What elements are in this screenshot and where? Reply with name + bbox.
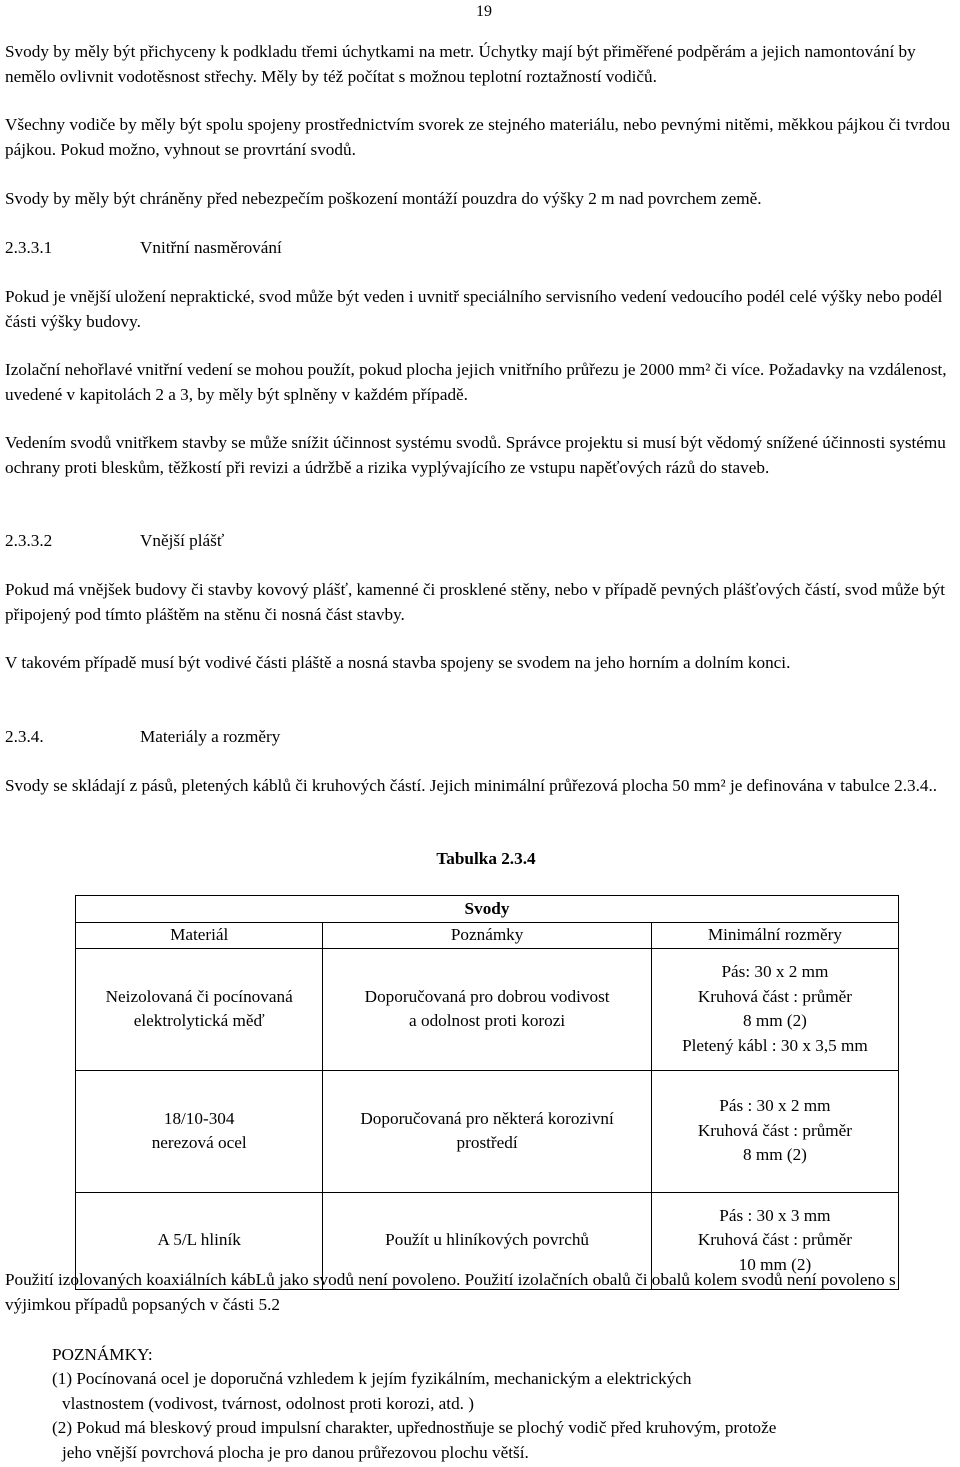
column-header-notes: Poznámky — [323, 923, 652, 949]
heading-2-3-3-2 — [5, 529, 224, 554]
heading-title: Vnější plášť — [140, 531, 225, 550]
note-1-line-1: (1) Pocínovaná ocel je doporučná vzhledem k jejím fyzikálním, mechanickým a elektrických — [52, 1369, 692, 1388]
cell-dimensions: Pás: 30 x 2 mm Kruhová část : průměr 8 mm (2) Pletený kábl : 30 x 3,5 mm — [651, 948, 898, 1070]
note-1-line-2: vlastnostem (vodivost, tvárnost, odolnost proti korozi, atd. ) — [62, 1393, 474, 1413]
note-1 — [52, 1367, 952, 1416]
table-title: Svody — [76, 896, 899, 923]
note-2-line-1: (2) Pokud má bleskový proud impulsní charakter, upřednostňuje se plochý vodič před kruhovým, protože — [52, 1418, 777, 1437]
heading-title: Materiály a rozměry — [140, 727, 281, 746]
note-2-line-2: jeho vnější povrchová plocha je pro danou průřezovou plochu větší. — [62, 1442, 529, 1462]
heading-2-3-3-1 — [5, 236, 282, 261]
column-header-material: Materiál — [76, 923, 323, 949]
heading-2-3-4 — [5, 725, 280, 750]
paragraph-coaxial: Použití izolovaných koaxiálních kábLů jako svodů není povoleno. Použití izolačních obalů či obalů kolem svodů není povoleno s výjimkou případů popsaných v části 5.2 — [5, 1270, 896, 1314]
notes-title: POZNÁMKY: — [52, 1345, 153, 1364]
paragraph-protection: Svody by měly být chráněny před nebezpečím poškození montáží pouzdra do výšky 2 m nad povrchem země. — [5, 189, 762, 208]
paragraph-cladding-connection: V takovém případě musí být vodivé části pláště a nosná stavba spojeny se svodem na jeho horním a dolním konci. — [5, 653, 791, 672]
paragraph-insulated-ducts: Izolační nehořlavé vnitřní vedení se mohou použít, pokud plocha jejich vnitřního průřezu je 2000 mm² či více. Požadavky na vzdálenost, uvedené v kapitolách 2 a 3, by měly být splněny v každém případě. — [5, 360, 947, 404]
cell-note: Doporučovaná pro dobrou vodivost a odolnost proti korozi — [323, 948, 652, 1070]
heading-title: Vnitřní nasměrování — [140, 238, 282, 257]
heading-number: 2.3.3.1 — [5, 238, 53, 257]
paragraph-fastening: Svody by měly být přichyceny k podkladu třemi úchytkami na metr. Úchytky mají být přiměřené podpěrám a jejich namontování by nemělo ovlivnit vodotěsnost střechy. Měly by též počítat s možnou teplotní roztažností vodičů. — [5, 42, 916, 86]
column-header-dimensions: Minimální rozměry — [651, 923, 898, 949]
cell-dimensions: Pás : 30 x 3 mm Kruhová část : průměr 10 mm (2) — [651, 1192, 898, 1289]
paragraph-materials: Svody se skládají z pásů, pletených káblů či kruhových částí. Jejich minimální průřezová plocha 50 mm² je definována v tabulce 2.3.4.. — [5, 776, 938, 795]
paragraph-efficiency: Vedením svodů vnitřkem stavby se může snížit účinnost systému svodů. Správce projektu si musí být vědomý snížené účinnosti systému ochrany proti bleskům, těžkostí při revizi a údržbě a rizika vyplývajícího ze vstupu napěťových rázů do staveb. — [5, 433, 946, 477]
cell-note: Použít u hliníkových povrchů — [323, 1192, 652, 1289]
table-row — [76, 1070, 899, 1192]
cell-note: Doporučovaná pro některá korozivní prostředí — [323, 1070, 652, 1192]
cell-material: 18/10-304 nerezová ocel — [76, 1070, 323, 1192]
cell-dimensions: Pás : 30 x 2 mm Kruhová část : průměr 8 mm (2) — [651, 1070, 898, 1192]
table-row — [76, 948, 899, 1070]
heading-number: 2.3.3.2 — [5, 531, 53, 550]
note-2 — [52, 1416, 952, 1465]
heading-number: 2.3.4. — [5, 727, 44, 746]
page-number: 19 — [476, 3, 492, 20]
paragraph-connections: Všechny vodiče by měly být spolu spojeny prostřednictvím svorek ze stejného materiálu, nebo pevnými nitěmi, měkkou pájkou či tvrdou pájkou. Pokud možno, vyhnout se provrtání svodů. — [5, 115, 951, 159]
table-caption: Tabulka 2.3.4 — [436, 849, 536, 868]
paragraph-cladding: Pokud má vnějšek budovy či stavby kovový plášť, kamenné či prosklené stěny, nebo v případě pevných plášťových částí, svod může být připojený pod tímto pláštěm na stěnu či nosná část stavby. — [5, 580, 946, 624]
paragraph-internal-routing: Pokud je vnější uložení nepraktické, svod může být veden i uvnitř speciálního servisního vedení vedoucího podél celé výšky nebo podél části výšky budovy. — [5, 287, 943, 331]
svody-table — [75, 895, 899, 1290]
cell-material: A 5/L hliník — [76, 1192, 323, 1289]
cell-material: Neizolovaná či pocínovaná elektrolytická měď — [76, 948, 323, 1070]
